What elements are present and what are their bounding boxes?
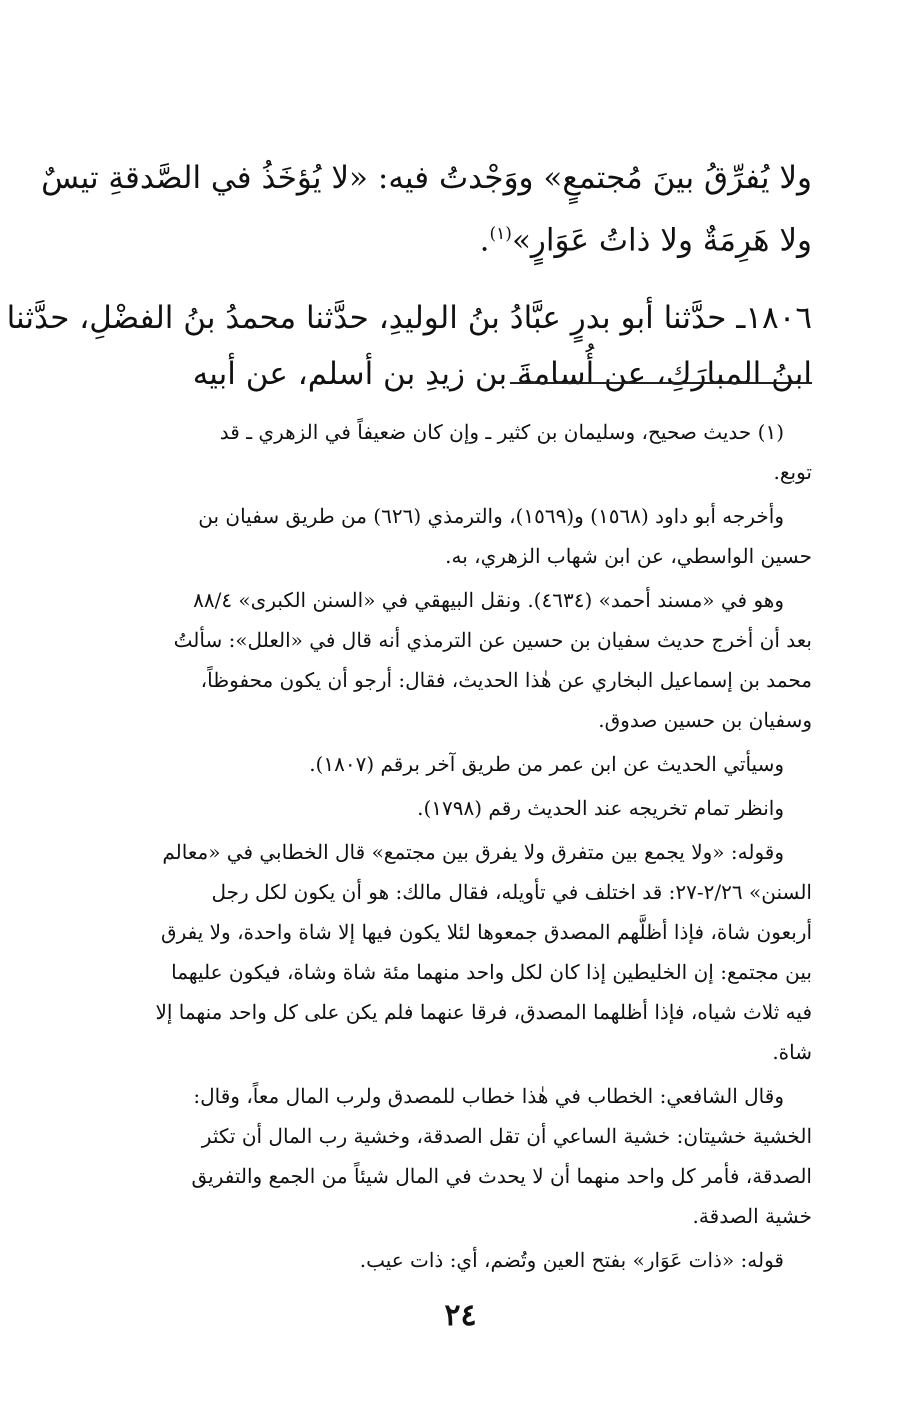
footnote-line: الخشية خشيتان: خشية الساعي أن تقل الصدقة، وخشية رب المال أن تكثر — [201, 1124, 812, 1148]
footnote-paragraph — [72, 412, 812, 492]
footnote-line: وسفيان بن حسين صدوق. — [598, 708, 812, 732]
footnote-line: وانظر تمام تخريجه عند الحديث رقم (١٧٩٨). — [417, 796, 784, 820]
footnote-line: السنن» ٢/٢٦-٢٧: قد اختلف في تأويله، فقال مالك: هو أن يكون لكل رجل — [211, 880, 812, 904]
footnote-ref: (١) — [489, 224, 512, 244]
footnote-paragraph — [72, 580, 812, 740]
hadith-1806 — [6, 290, 812, 402]
page-number: ٢٤ — [444, 1298, 477, 1333]
hadith-line-1-text: حدَّثنا أبو بدرٍ عبَّادُ بنُ الوليدِ، حدَّثنا محمدُ بنُ الفضْلِ، حدَّثنا — [6, 300, 727, 337]
footnote-paragraph — [72, 1240, 812, 1280]
footnote-line: أربعون شاة، فإذا أظلَّهم المصدق جمعوها لئلا يكون فيها إلا شاة واحدة، ولا يفرق — [161, 920, 812, 944]
footnote-line: الصدقة، فأمر كل واحد منهما أن لا يحدث في المال شيئاً من الجمع والتفريق — [191, 1164, 812, 1188]
footnote-line: بين مجتمع: إن الخليطين إذا كان لكل واحد منهما مئة شاة وشاة، فيكون عليهما — [171, 960, 812, 984]
footnote-line: حسين الواسطي، عن ابن شهاب الزهري، به. — [445, 544, 812, 568]
footnote-line: فيه ثلاث شياه، فإذا أظلهما المصدق، فرقا عنهما فلم يكن على كل واحد منهما إلا — [155, 1000, 812, 1024]
footnote-line: وهو في «مسند أحمد» (٤٦٣٤). ونقل البيهقي في «السنن الكبرى» ٨٨/٤ — [193, 588, 784, 612]
footnotes — [72, 408, 812, 1280]
continuation-line-2 — [70, 206, 812, 268]
hadith-line-1 — [6, 290, 812, 346]
continuation-line-1: ولا يُفرِّقُ بينَ مُجتمعٍ» ووَجْدتُ فيه: «لا يُؤخَذُ في الصَّدقةِ تيسٌ — [41, 160, 812, 196]
footnote-line: وسيأتي الحديث عن ابن عمر من طريق آخر برقم (١٨٠٧). — [309, 752, 784, 776]
footnote-paragraph — [72, 496, 812, 576]
footnote-line: (١) حديث صحيح، وسليمان بن كثير ـ وإن كان ضعيفاً في الزهري ـ قد — [219, 420, 784, 444]
footnote-paragraph — [72, 788, 812, 828]
footnote-line: شاة. — [772, 1040, 812, 1064]
footnote-line: وقوله: «ولا يجمع بين متفرق ولا يفرق بين مجتمع» قال الخطابي في «معالم — [162, 840, 784, 864]
footnote-paragraph — [72, 832, 812, 1072]
footnote-line: وقال الشافعي: الخطاب في هٰذا خطاب للمصدق ولرب المال معاً، وقال: — [193, 1084, 784, 1108]
hadith-line-2: ابنُ المبارَكِ، عن أُسامةَ بن زيدِ بن أسلم، عن أبيه — [192, 356, 812, 393]
continuation-end: . — [479, 222, 490, 259]
footnote-separator — [510, 382, 812, 384]
continuation-line-2-text: ولا هَرِمَةٌ ولا ذاتُ عَوَارٍ» — [511, 222, 812, 259]
footnote-paragraph — [72, 1076, 812, 1236]
footnote-line: بعد أن أخرج حديث سفيان بن حسين عن الترمذي أنه قال في «العلل»: سألتُ — [173, 628, 812, 652]
footnote-line: قوله: «ذات عَوَار» بفتح العين وتُضم، أي: ذات عيب. — [359, 1248, 784, 1272]
footnote-line: محمد بن إسماعيل البخاري عن هٰذا الحديث، فقال: أرجو أن يكون محفوظاً، — [200, 668, 812, 692]
hadith-number: ١٨٠٦ـ — [736, 300, 812, 337]
footnote-line: توبع. — [773, 460, 812, 484]
footnote-line: وأخرجه أبو داود (١٥٦٨) و(١٥٦٩)، والترمذي (٦٢٦) من طريق سفيان بن — [198, 504, 784, 528]
footnote-paragraph — [72, 744, 812, 784]
footnote-line: خشية الصدقة. — [692, 1204, 812, 1228]
main-text — [6, 150, 812, 402]
